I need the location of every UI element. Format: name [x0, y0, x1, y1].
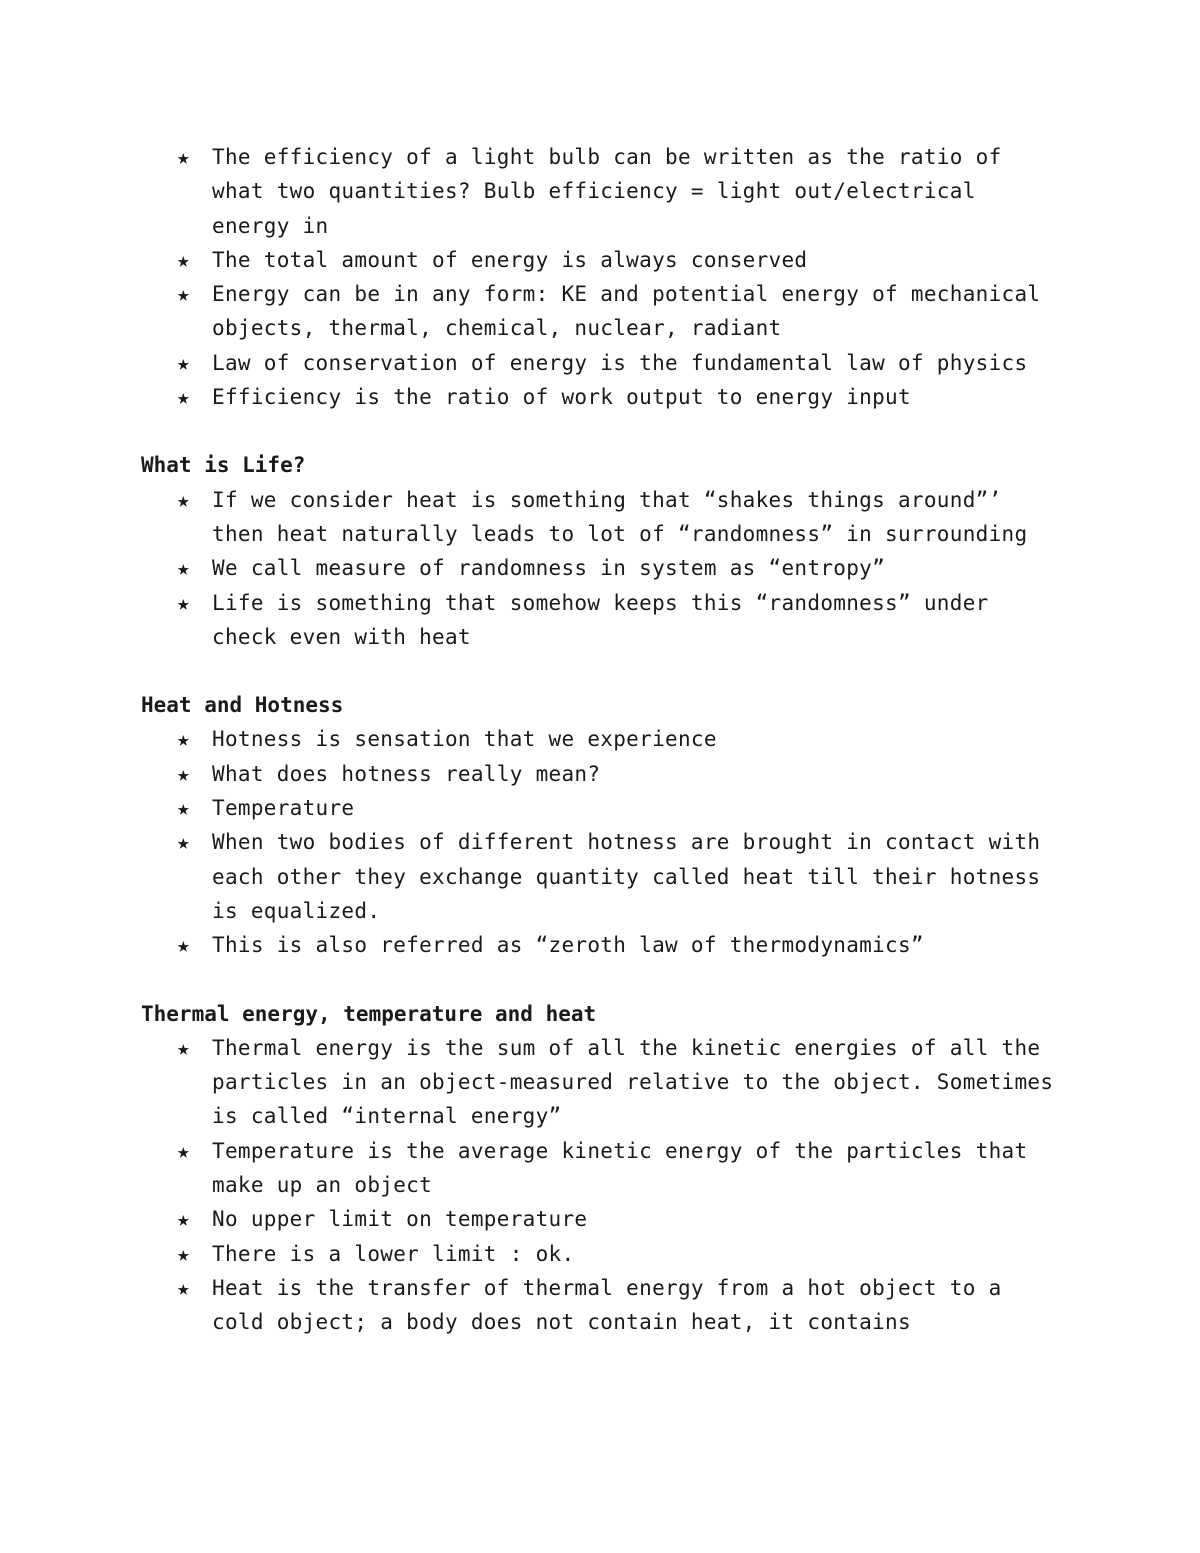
list-item	[141, 483, 1061, 552]
what-is-life-bullet-list	[141, 483, 1061, 654]
list-item	[141, 791, 1061, 825]
star-bullet-icon: ★	[177, 487, 190, 512]
document-body	[141, 140, 1061, 1340]
list-item	[141, 1031, 1061, 1134]
list-item	[141, 346, 1061, 380]
star-bullet-icon: ★	[177, 761, 190, 786]
bullet-text: Heat is the transfer of thermal energy from a hot object to a cold object; a body does not contain heat, it contains	[212, 1275, 1002, 1335]
star-bullet-icon: ★	[177, 1138, 190, 1163]
star-bullet-icon: ★	[177, 727, 190, 752]
list-item	[141, 277, 1061, 346]
list-item	[141, 825, 1061, 928]
bullet-text: Hotness is sensation that we experience	[212, 727, 717, 752]
bullet-text: What does hotness really mean?	[212, 761, 601, 786]
list-item	[141, 1202, 1061, 1236]
star-bullet-icon: ★	[177, 282, 190, 307]
intro-bullet-list	[141, 140, 1061, 414]
list-item	[141, 1271, 1061, 1340]
list-item	[141, 722, 1061, 756]
star-bullet-icon: ★	[177, 1241, 190, 1266]
section-heading-what-is-life: What is Life?	[141, 453, 306, 478]
bullet-text: Thermal energy is the sum of all the kinetic energies of all the particles in an object-measured relative to the object. Sometimes is called “internal energy”	[212, 1035, 1054, 1129]
bullet-text: Law of conservation of energy is the fundamental law of physics	[212, 350, 1028, 375]
bullet-text: Life is something that somehow keeps this “randomness” under check even with heat	[212, 590, 989, 649]
list-item	[141, 140, 1061, 243]
bullet-text: Energy can be in any form: KE and potential energy of mechanical objects, thermal, chemical, nuclear, radiant	[212, 282, 1041, 341]
star-bullet-icon: ★	[177, 247, 190, 272]
star-bullet-icon: ★	[177, 796, 190, 821]
bullet-text: When two bodies of different hotness are brought in contact with each other they exchange quantity called heat till their hotness is equalized.	[212, 830, 1041, 923]
bullet-text: The efficiency of a light bulb can be written as the ratio of what two quantities? Bulb efficiency = light out/electrical energy in	[212, 145, 1002, 238]
list-item	[141, 1237, 1061, 1271]
list-item	[141, 757, 1061, 791]
star-bullet-icon: ★	[177, 350, 190, 375]
bullet-text: This is also referred as “zeroth law of thermodynamics”	[212, 933, 924, 958]
star-bullet-icon: ★	[177, 1207, 190, 1232]
section-heading-heat-and-hotness: Heat and Hotness	[141, 693, 344, 718]
bullet-text: The total amount of energy is always conserved	[212, 247, 808, 272]
list-item	[141, 551, 1061, 585]
star-bullet-icon: ★	[177, 830, 190, 855]
star-bullet-icon: ★	[177, 1275, 190, 1300]
star-bullet-icon: ★	[177, 385, 190, 410]
list-item	[141, 380, 1061, 414]
star-bullet-icon: ★	[177, 1035, 190, 1060]
star-bullet-icon: ★	[177, 590, 190, 615]
bullet-text: We call measure of randomness in system as “entropy”	[212, 556, 886, 581]
section-heading-thermal-energy: Thermal energy, temperature and heat	[141, 1001, 597, 1026]
star-bullet-icon: ★	[177, 145, 190, 169]
bullet-text: Temperature is the average kinetic energy of the particles that make up an object	[212, 1138, 1028, 1198]
star-bullet-icon: ★	[177, 933, 190, 958]
list-item	[141, 1134, 1061, 1203]
thermal-energy-bullet-list	[141, 1031, 1061, 1340]
heat-and-hotness-bullet-list	[141, 722, 1061, 962]
list-item	[141, 586, 1061, 655]
star-bullet-icon: ★	[177, 556, 190, 581]
bullet-text: Temperature	[212, 796, 355, 821]
bullet-text: There is a lower limit : ok.	[212, 1241, 575, 1266]
bullet-text: No upper limit on temperature	[212, 1207, 588, 1232]
list-item	[141, 928, 1061, 962]
list-item	[141, 243, 1061, 277]
bullet-text: Efficiency is the ratio of work output to energy input	[212, 385, 911, 410]
bullet-text: If we consider heat is something that “shakes things around”’ then heat naturally leads to lot of “randomness” in surrounding	[212, 487, 1028, 546]
